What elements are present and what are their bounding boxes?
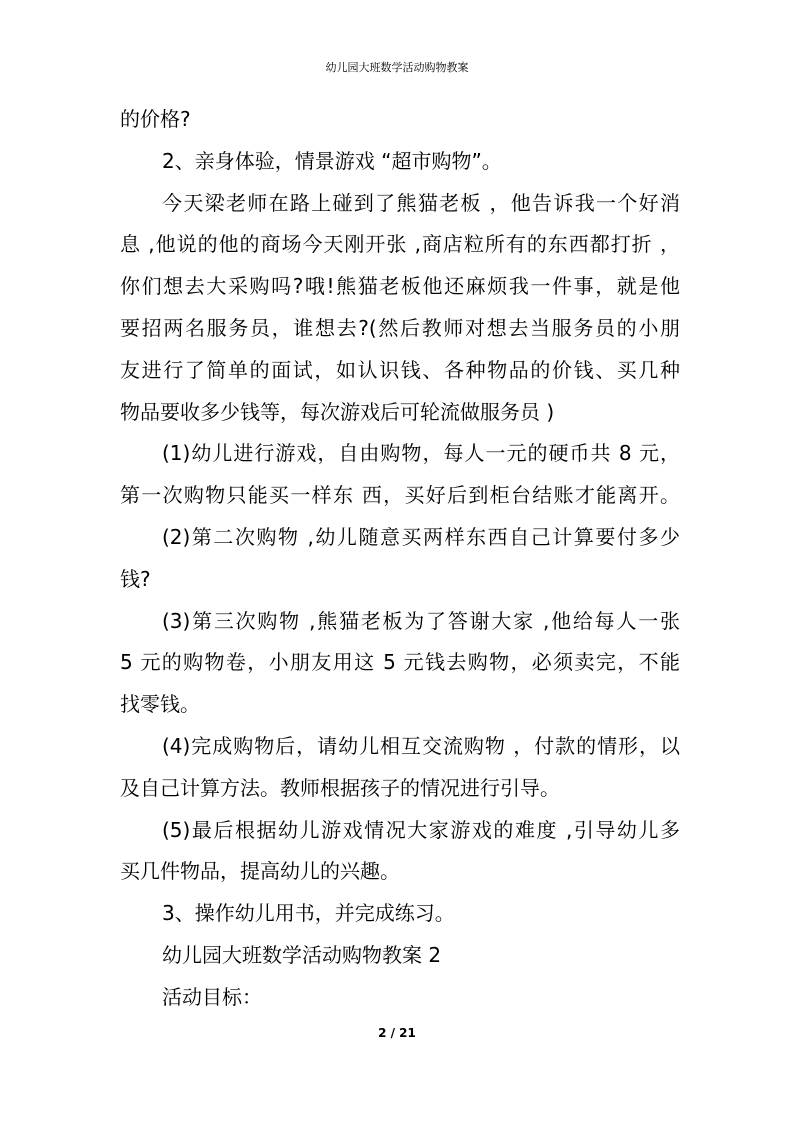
text-line: 幼儿园大班数学活动购物教案 2 bbox=[162, 942, 442, 967]
text-line: 物品要收多少钱等，每次游戏后可轮流做服务员 ) bbox=[120, 399, 555, 424]
page-number: 2 / 21 bbox=[378, 1026, 416, 1040]
text-line: 今天梁老师在路上碰到了熊猫老板 ，他告诉我一个好消 bbox=[162, 190, 680, 215]
document-body bbox=[120, 99, 680, 1019]
text-line: 的价格? bbox=[120, 107, 191, 131]
page-header: 幼儿园大班数学活动购物教案 bbox=[325, 61, 469, 74]
text-line: 及自己计算方法。教师根据孩子的情况进行引导。 bbox=[120, 775, 560, 800]
text-line: 2、亲身体验，情景游戏 “超市购物”。 bbox=[162, 148, 502, 173]
text-line: 买几件物品，提高幼儿的兴趣。 bbox=[120, 859, 400, 884]
text-line: 3、操作幼儿用书，并完成练习。 bbox=[162, 901, 455, 926]
text-line: (2)第二次购物 ,幼儿随意买两样东西自己计算要付多少 bbox=[162, 524, 680, 549]
text-line: (4)完成购物后，请幼儿相互交流购物 ，付款的情形，以 bbox=[162, 733, 680, 758]
text-line: 钱? bbox=[120, 566, 151, 591]
text-line: 第一次购物只能买一样东 西，买好后到柜台结账才能离开。 bbox=[120, 483, 680, 508]
text-line: 5 元的购物卷，小朋友用这 5 元钱去购物，必须卖完，不能 bbox=[120, 650, 680, 675]
text-line: 找零钱。 bbox=[120, 692, 200, 717]
text-line: 你们想去大采购吗?哦!熊猫老板他还麻烦我一件事，就是他 bbox=[120, 274, 680, 299]
text-line: (3)第三次购物 ,熊猫老板为了答谢大家 ,他给每人一张 bbox=[162, 608, 680, 633]
text-line: (1)幼儿进行游戏，自由购物，每人一元的硬币共 8 元， bbox=[162, 441, 680, 466]
text-line: (5)最后根据幼儿游戏情况大家游戏的难度 ,引导幼儿多 bbox=[162, 817, 680, 842]
text-line: 友进行了简单的面试，如认识钱、各种物品的价钱、买几种 bbox=[120, 357, 680, 382]
text-line: 要招两名服务员，谁想去?(然后教师对想去当服务员的小朋 bbox=[120, 315, 680, 340]
text-line: 活动目标： bbox=[162, 984, 262, 1009]
text-line: 息 ,他说的他的商场今天刚开张 ,商店粒所有的东西都打折 ， bbox=[120, 232, 680, 257]
